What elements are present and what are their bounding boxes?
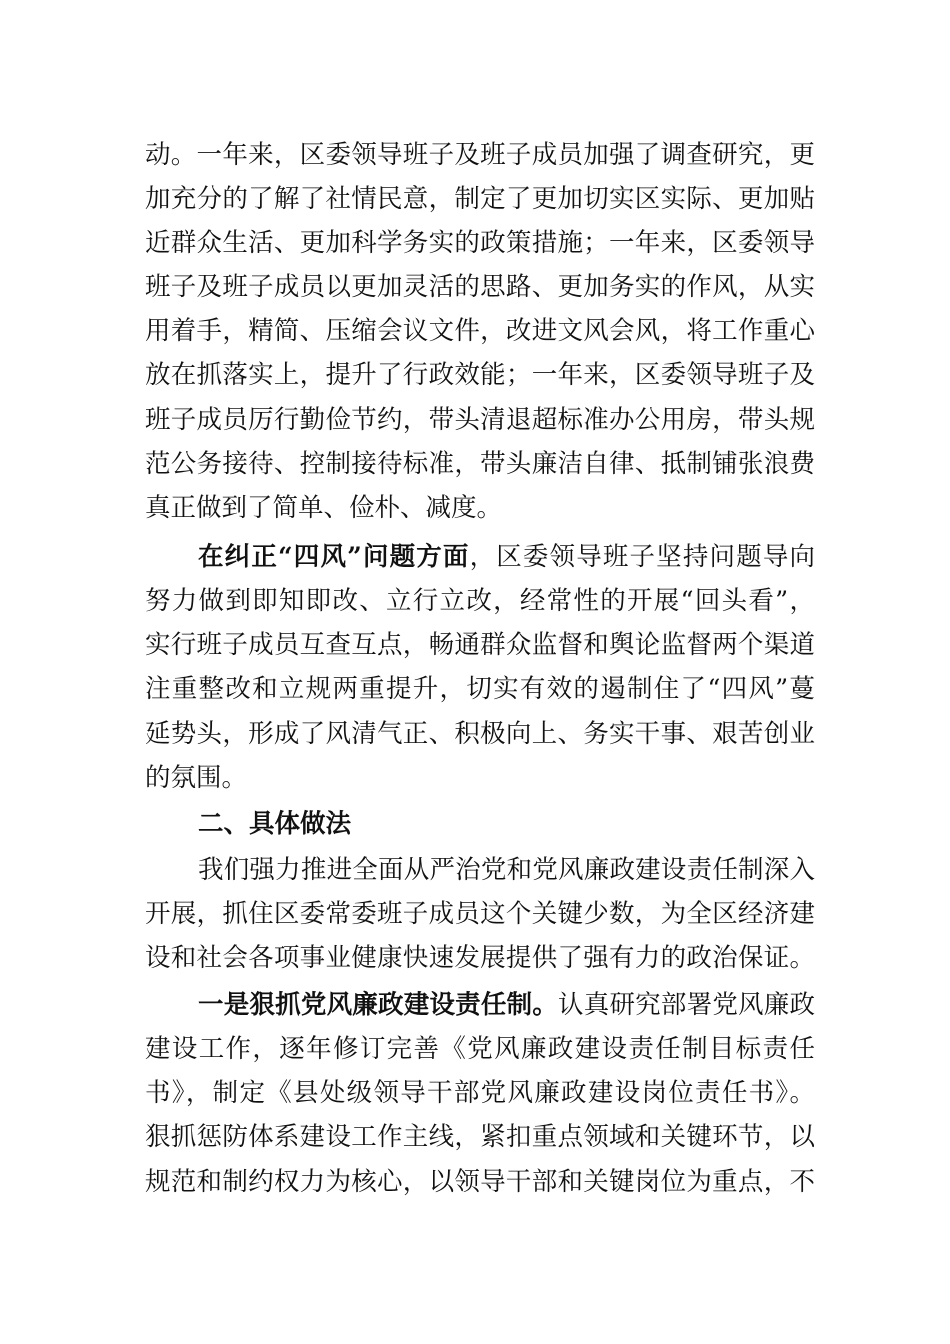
line-text: 放在抓落实上，提升了行政效能；一年来，区委领导班子及	[145, 360, 815, 390]
text-line	[145, 1115, 815, 1159]
text-line	[145, 177, 815, 221]
line-text: 班子及班子成员以更加灵活的思路、更加务实的作风，从实	[145, 272, 815, 302]
line-text: 班子成员厉行勤俭节约，带头清退超标准办公用房，带头规	[145, 405, 815, 435]
text-line	[145, 442, 815, 486]
line-text: 开展，抓住区委常委班子成员这个关键少数，为全区经济建	[145, 899, 815, 929]
line-text: 动。一年来，区委领导班子及班子成员加强了调查研究，更	[145, 140, 815, 170]
text-line	[145, 1027, 815, 1071]
text-line	[145, 398, 815, 442]
text-line	[145, 579, 815, 623]
text-line	[145, 1071, 815, 1115]
paragraph-lead-line	[198, 535, 815, 579]
text-line	[145, 623, 815, 667]
paragraph-lead-line	[198, 848, 815, 892]
line-text: 延势头，形成了风清气正、积极向上、务实干事、艰苦创业	[145, 719, 815, 749]
line-text: 的氛围。	[145, 763, 248, 793]
line-text: 真正做到了简单、俭朴、减度。	[145, 493, 503, 523]
text-line	[145, 309, 815, 353]
line-text: 用着手，精简、压缩会议文件，改进文风会风，将工作重心	[145, 316, 815, 346]
line-text: ，区委领导班子坚持问题导向	[469, 542, 815, 572]
section-heading	[198, 802, 815, 846]
line-text: 范公务接待、控制接待标准，带头廉洁自律、抵制铺张浪费	[145, 449, 815, 479]
line-text: 我们强力推进全面从严治党和党风廉政建设责任制深入	[198, 855, 815, 885]
line-text: 近群众生活、更加科学务实的政策措施；一年来，区委领导	[145, 228, 815, 258]
text-line	[145, 712, 815, 756]
bold-lead-phrase: 在纠正“四风”问题方面	[198, 542, 470, 572]
text-line	[145, 221, 815, 265]
text-line	[145, 486, 815, 530]
line-text: 努力做到即知即改、立行立改，经常性的开展“回头看”，	[145, 586, 815, 616]
paragraph-lead-line	[198, 983, 815, 1027]
text-line	[145, 133, 815, 177]
line-text: 加充分的了解了社情民意，制定了更加切实区实际、更加贴	[145, 184, 815, 214]
text-line	[145, 265, 815, 309]
text-line	[145, 1160, 815, 1204]
line-text: 设和社会各项事业健康快速发展提供了强有力的政治保证。	[145, 943, 815, 973]
text-line	[145, 667, 815, 711]
text-line	[145, 756, 815, 800]
line-text: 建设工作，逐年修订完善《党风廉政建设责任制目标责任	[145, 1034, 815, 1064]
line-text: 实行班子成员互查互点，畅通群众监督和舆论监督两个渠道	[145, 630, 815, 660]
text-line	[145, 353, 815, 397]
line-text: 狠抓惩防体系建设工作主线，紧扣重点领域和关键环节，以	[145, 1122, 815, 1152]
line-text: 书》，制定《县处级领导干部党风廉政建设岗位责任书》。	[145, 1078, 815, 1108]
bold-lead-phrase: 一是狠抓党风廉政建设责任制。	[198, 990, 559, 1020]
section-heading-text: 二、具体做法	[198, 809, 352, 839]
line-text: 注重整改和立规两重提升，切实有效的遏制住了“四风”蔓	[145, 674, 815, 704]
text-line	[145, 892, 815, 936]
line-text: 认真研究部署党风廉政	[558, 990, 815, 1020]
text-line	[145, 936, 815, 980]
line-text: 规范和制约权力为核心，以领导干部和关键岗位为重点，不	[145, 1167, 815, 1197]
